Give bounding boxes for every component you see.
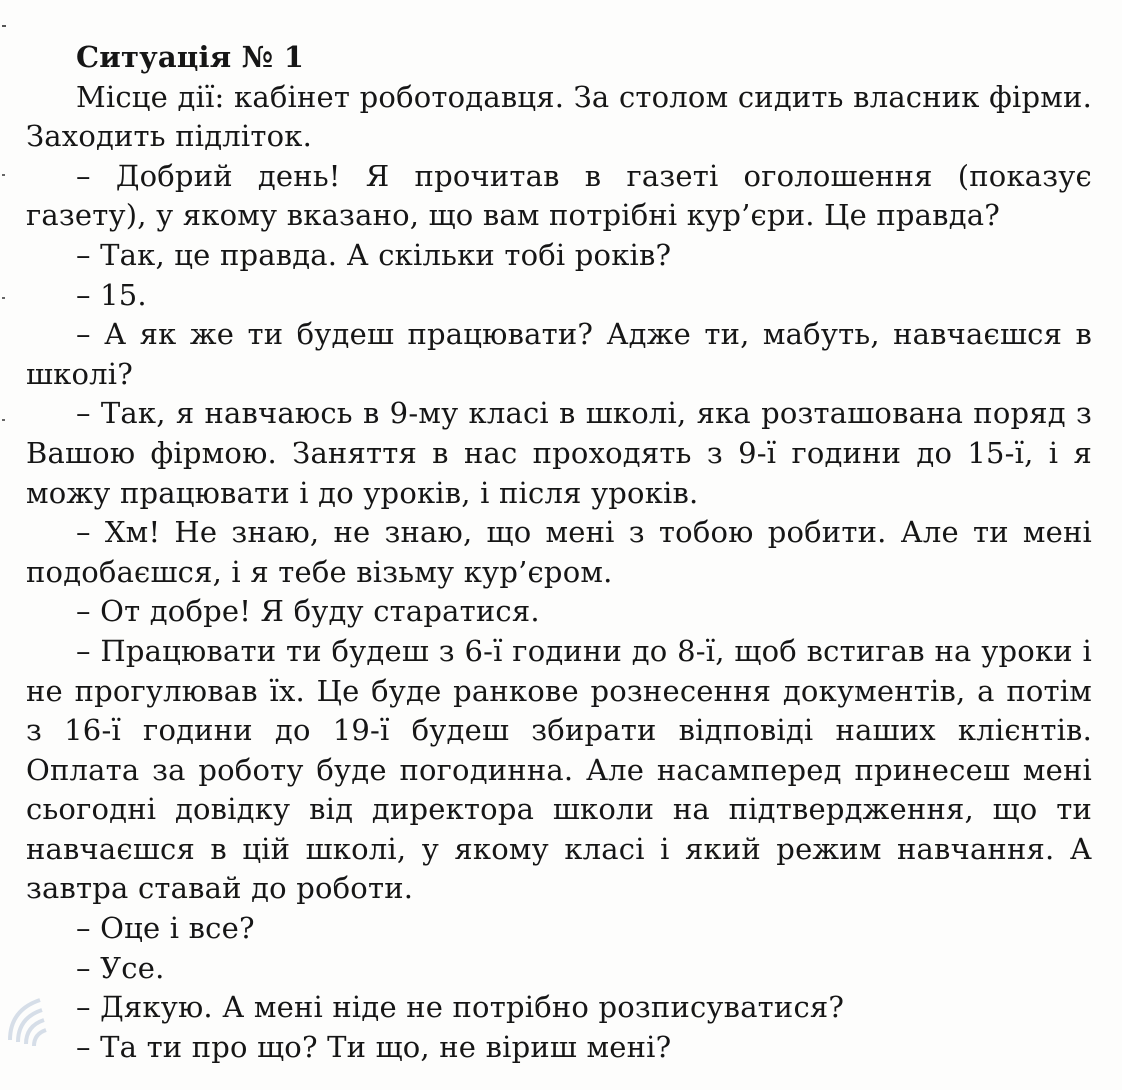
paragraph-line-8: – Працювати ти будеш з 6-ї години до 8-ї, щоб встигав на уроки і не прогулював їх. Це буде ранкове рознесення документів, а потім з 16-ї години до 19-ї будеш збирати відповіді наших клієнтів. Оплата за роботу буде погодинна. Але насамперед принесеш мені сьогодні довідку від директора школи на підтвердження, що ти навчаєшся в цій школі, у якому класі і який режим навчання. А завтра ставай до роботи.	[26, 633, 1092, 906]
paragraph-line-1: – Добрий день! Я прочитав в газеті оголошення (показує газету), у якому вказано, що вам потрібні кур’єри. Це правда?	[26, 158, 1092, 233]
paragraph-line-9: – Оце і все?	[76, 911, 255, 946]
paragraph-line-11: – Дякую. А мені ніде не потрібно розписуватися?	[76, 990, 845, 1025]
paragraph-line-10: – Усе.	[76, 950, 165, 985]
paragraph-line-4: – А як же ти будеш працювати? Адже ти, мабуть, навчаєшся в школі?	[26, 317, 1092, 391]
paragraph-line-7: – От добре! Я буду старатися.	[76, 594, 540, 629]
paragraph-line-6: – Хм! Не знаю, не знаю, що мені з тобою робити. Але ти мені подобаєшся, і я тебе візьму кур’єром.	[26, 515, 1092, 589]
paragraph-setting: Місце дії: кабінет роботодавця. За столом сидить власник фірми. Заходить підліток.	[26, 79, 1092, 154]
situation-title: Ситуація № 1	[76, 40, 305, 74]
wifi-signal-icon	[0, 970, 90, 1050]
paragraph-line-12: – Та ти про що? Ти що, не віриш мені?	[76, 1029, 672, 1064]
paragraph-line-5: – Так, я навчаюсь в 9-му класі в школі, яка розташована поряд з Вашою фірмою. Заняття в нас проходять з 9-ї години до 15-ї, і я можу працювати і до уроків, і після уроків.	[26, 396, 1092, 510]
paragraph-line-2: – Так, це правда. А скільки тобі років?	[76, 237, 672, 272]
dialogue-text	[26, 38, 1092, 1067]
paragraph-line-3: – 15.	[76, 277, 147, 312]
page-edge-marks	[0, 0, 12, 1090]
